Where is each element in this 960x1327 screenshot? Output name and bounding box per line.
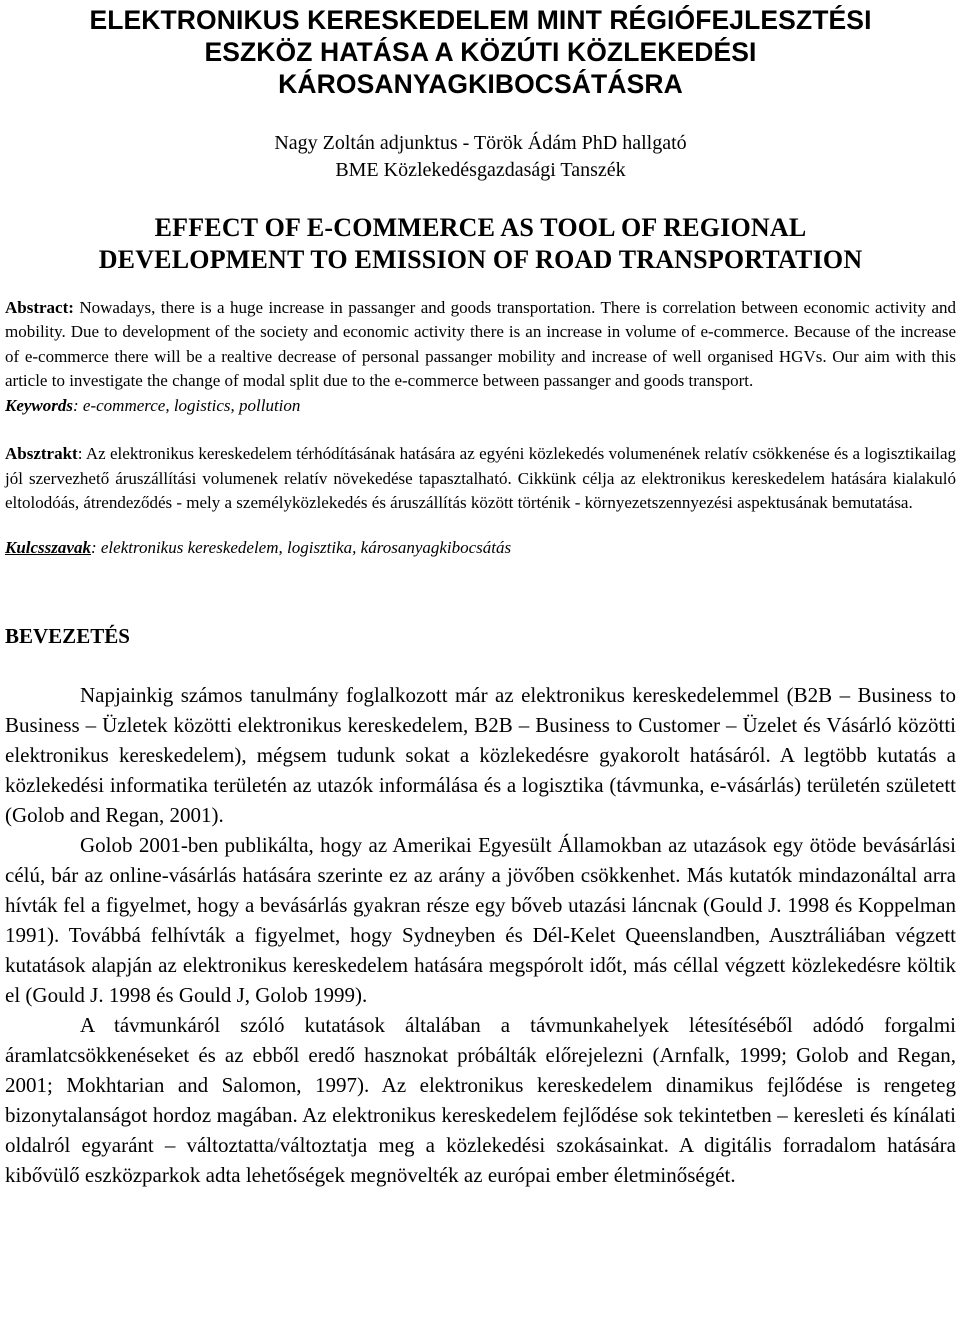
abstract-text: Nowadays, there is a huge increase in passanger and goods transportation. There is correlation between economic activity and mobility. Due to development of the society and economic activity there is an increase in volume of e-commerce. Because of the increase of e-commerce there will be a realtive decrease of personal passanger mobility and increase of well organised HGVs. Our aim with this article to investigate the change of modal split due to the e-commerce between passanger and goods transport. xyxy=(5,298,956,391)
kulcsszavak-text: : elektronikus kereskedelem, logisztika, károsanyagkibocsátás xyxy=(90,537,512,557)
keywords-english xyxy=(5,394,956,418)
paper-title xyxy=(5,0,956,100)
body-paragraph-2: Golob 2001-ben publikálta, hogy az Amerikai Egyesült Államokban az utazások egy ötöde bevásárlási célú, bár az online-vásárlás hatására szerinte ez az arány a jövőben csökkenhet. Más kutatók mindazonáltal arra hívták fel a figyelmet, hogy a bevásárlás gyakran része egy bőveb utazási láncnak (Gould J. 1998 és Koppelman 1991). Továbbá felhívták a figyelmet, hogy Sydneyben és Dél-Kelet Queenslandben, Ausztráliában végzett kutatások alapján az elektronikus kereskedelem hatására megspórolt időt, más céllal végzett közlekedésre költik el (Gould J. 1998 és Gould J, Golob 1999). xyxy=(5,832,956,1007)
body-paragraph-1: Napjainkig számos tanulmány foglalkozott már az elektronikus kereskedelemmel (B2B – Business to Business – Üzletek közötti elektronikus kereskedelem, B2B – Business to Customer – Üzelet és Vásárló közötti elektronikus kereskedelem), mégsem tudunk sokat a közlekedésre gyakorolt hatásáról. A legtöbb kutatás a közlekedési informatika területén az utazók informálása és a logisztika (távmunka, e-vásárlás) területén született (Golob and Regan, 2001). xyxy=(5,682,956,827)
author-affiliation: BME Közlekedésgazdasági Tanszék xyxy=(335,159,626,181)
keywords-label: Keywords xyxy=(5,395,73,415)
title-line-2: ESZKÖZ HATÁSA A KÖZÚTI KÖZLEKEDÉSI xyxy=(204,37,757,67)
section-heading: BEVEZETÉS xyxy=(5,623,130,648)
author-block xyxy=(5,100,956,184)
abstract-english xyxy=(5,276,956,394)
title-line-3: KÁROSANYAGKIBOCSÁTÁSRA xyxy=(278,69,683,99)
keywords-hungarian xyxy=(5,516,956,560)
abstract-label: Abstract: xyxy=(5,298,74,317)
keywords-text: : e-commerce, logistics, pollution xyxy=(73,395,301,415)
english-title xyxy=(5,184,956,276)
absztrakt-label: Absztrakt xyxy=(5,444,78,464)
title-line-1: ELEKTRONIKUS KERESKEDELEM MINT RÉGIÓFEJLESZTÉSI xyxy=(89,5,872,35)
english-title-line-2: DEVELOPMENT TO EMISSION OF ROAD TRANSPORTATION xyxy=(98,245,863,274)
english-title-line-1: EFFECT OF E-COMMERCE AS TOOL OF REGIONAL xyxy=(154,213,807,242)
abstract-hungarian xyxy=(5,418,956,516)
body-paragraph-3: A távmunkáról szóló kutatások általában a távmunkahelyek létesítéséből adódó forgalmi áramlatcsökkenéseket és az ebből eredő hasznokat próbálták előrejelezni (Arnfalk, 1999; Golob and Regan, 2001; Mokhtarian and Salomon, 1997). Az elektronikus kereskedelem dinamikus fejlődése is rengeteg bizonytalanságot hordoz magában. Az elektronikus kereskedelem fejlődése sok tekintetben – keresleti és kínálati oldalról egyaránt – változtatta/változtatja meg a közlekedési szokásainkat. A digitális forradalom hatására kibővülő eszközparkok adta lehetőségek megnövelték az európai ember életminőségét. xyxy=(5,1012,956,1187)
kulcsszavak-label: Kulcsszavak xyxy=(5,537,91,557)
absztrakt-text: : Az elektronikus kereskedelem térhódításának hatására az egyéni közlekedés volumenének relatív csökkenése és a logisztikailag jól szervezhető áruszállítási volumenek relatív növekedése tapasztalható. Cikkünk célja az elektronikus kereskedelem hatására kialakuló eltolodóás, átrendeződés - mely a személyközlekedés és áruszállítás között történik - környezetszennyezési aspektusának bemutatása. xyxy=(5,444,956,513)
author-names: Nagy Zoltán adjunktus - Török Ádám PhD hallgató xyxy=(274,132,687,154)
